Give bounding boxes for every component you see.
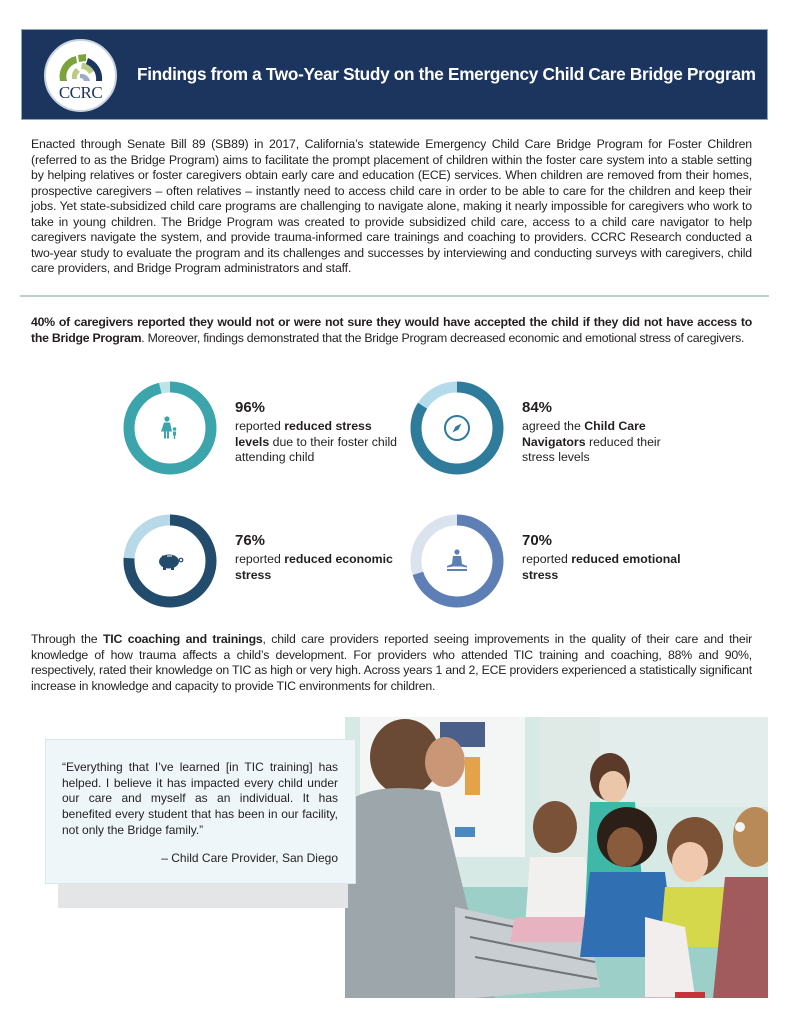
piggy-bank-icon	[155, 546, 185, 576]
stat-percent: 76%	[235, 532, 266, 549]
header-banner	[21, 29, 768, 120]
compass-icon	[442, 413, 472, 443]
classroom-photo	[345, 717, 768, 998]
quote-text: “Everything that I’ve learned [in TIC training] has helped. I believe it has impacted every child under our care and myself as an individual. It has benefited every student that has been in our facility, not only the Bridge family.”	[62, 760, 338, 837]
stat-percent: 84%	[522, 399, 553, 416]
stat-description: reported reduced stress levels due to their foster child attending child	[235, 419, 398, 465]
tic-bold: TIC coaching and trainings	[102, 632, 263, 646]
stat-reduced-stress	[123, 381, 423, 481]
page-title: Findings from a Two-Year Study on the Emergency Child Care Bridge Program	[137, 64, 756, 84]
parent-child-icon	[155, 413, 185, 443]
key-finding-paragraph	[31, 315, 752, 346]
stat-description: reported reduced economic stress	[235, 552, 393, 582]
stat-navigators	[410, 381, 710, 481]
meditation-icon	[442, 546, 472, 576]
key-finding-rest: . Moreover, findings demonstrated that the Bridge Program decreased economic and emotional stress of caregivers.	[141, 330, 745, 345]
key-finding-bold: 40% of caregivers reported they would not or were not sure they would have accepted the child if they did not have access to the Bridge Program	[31, 315, 752, 345]
stat-economic-stress	[123, 514, 423, 614]
stat-percent: 96%	[235, 399, 266, 416]
ccrc-logo	[44, 39, 117, 112]
tic-paragraph: Through the TIC coaching and trainings, child care providers reported seeing improvements in the quality of their care and their knowledge of how trauma affects a child’s development. For providers who attended TIC training and coaching, 88% and 90%, respectively, rated their knowledge on TIC as high or very high. Across years 1 and 2, ECE providers experienced a statistically significant increase in knowledge and capacity to provide TIC environments for children.	[31, 632, 752, 693]
quote-attribution: – Child Care Provider, San Diego	[161, 850, 338, 865]
logo-text: CCRC	[58, 83, 103, 102]
stat-emotional-stress	[410, 514, 710, 614]
section-divider	[20, 295, 769, 297]
intro-paragraph: Enacted through Senate Bill 89 (SB89) in 2017, California’s statewide Emergency Child Care Bridge Program for Foster Children (referred to as the Bridge Program) aims to facilitate the prompt placement of children within the foster care system into a stable setting by helping relatives or foster caregivers obtain early care and education (ECE) services. When children are removed from their homes, prospective caregivers – often relatives – instantly need to access child care in order to be able to care for the children and keep their jobs. Yet state-subsidized child care programs are challenging to navigate alone, making it nearly impossible for caregivers who work to take in young children. The Bridge Program was created to provide subsidized child care, access to a child care navigator to help caregivers navigate the system, and provide trauma-informed care trainings and coaching to providers. CCRC Research conducted a two-year study to evaluate the program and its challenges and successes by interviewing and conducting surveys with caregivers, child care providers, and Bridge Program administrators and staff.	[31, 137, 752, 275]
stat-percent: 70%	[522, 532, 553, 549]
testimonial-quote-box	[45, 739, 356, 884]
stat-description: agreed the Child Care Navigators reduced their stress levels	[522, 419, 661, 465]
stat-description: reported reduced emotional stress	[522, 552, 681, 582]
